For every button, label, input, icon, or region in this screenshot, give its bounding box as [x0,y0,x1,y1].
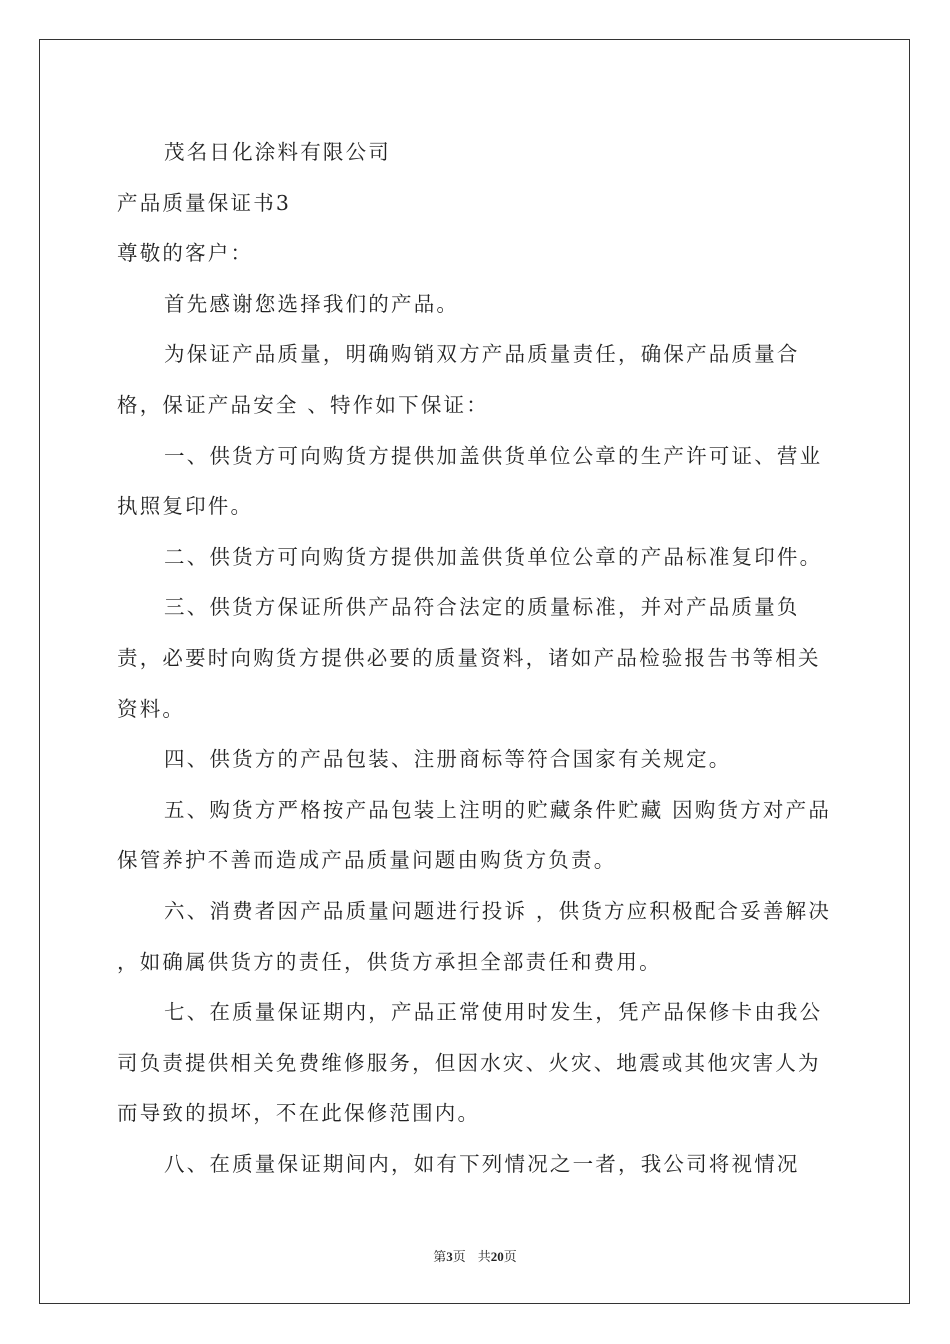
page-suffix: 页 [452,1250,466,1265]
document-body [117,127,837,1189]
clause-2: 二、供货方可向购货方提供加盖供货单位公章的产品标准复印件。 [164,544,823,569]
total-pages: 20 [490,1249,504,1264]
clause-8: 八、在质量保证期间内，如有下列情况之一者，我公司将视情况 [164,1151,800,1176]
total-prefix: 共 [477,1250,491,1265]
salutation: 尊敬的客户： [117,241,254,266]
clause-5: 五、购货方严格按产品包装上注明的贮藏条件贮藏 因购货方对产品保管养护不善而造成产品质量问题由购货方负责。 [117,797,832,873]
paragraph-purpose: 为保证产品质量，明确购销双方产品质量责任，确保产品质量合格，保证产品安全 、特作如下保证： [117,342,800,417]
page-footer [0,1247,950,1268]
clause-3: 三、供货方保证所供产品符合法定的质量标准，并对产品质量负责，必要时向购货方提供必要的质量资料，诸如产品检验报告书等相关资料。 [117,595,821,721]
company-name: 茂名日化涂料有限公司 [164,140,391,164]
clause-6: 六、消费者因产品质量问题进行投诉 ，供货方应积极配合妥善解决 ，如确属供货方的责任，供货方承担全部责任和费用。 [117,898,832,974]
clause-4: 四、供货方的产品包装、注册商标等符合国家有关规定。 [164,747,732,772]
clause-1: 一、供货方可向购货方提供加盖供货单位公章的生产许可证、营业执照复印件。 [117,443,823,519]
page-number: 3 [446,1249,453,1264]
document-title: 产品质量保证书3 [117,190,292,215]
clause-7: 七、在质量保证期内，产品正常使用时发生，凭产品保修卡由我公司负责提供相关免费维修服务，但因水灾、火灾、地震或其他灾害人为而导致的损坏，不在此保修范围内。 [117,1000,823,1126]
total-suffix: 页 [503,1250,517,1265]
paragraph-intro: 首先感谢您选择我们的产品。 [164,291,460,316]
page-prefix: 第 [433,1250,447,1265]
